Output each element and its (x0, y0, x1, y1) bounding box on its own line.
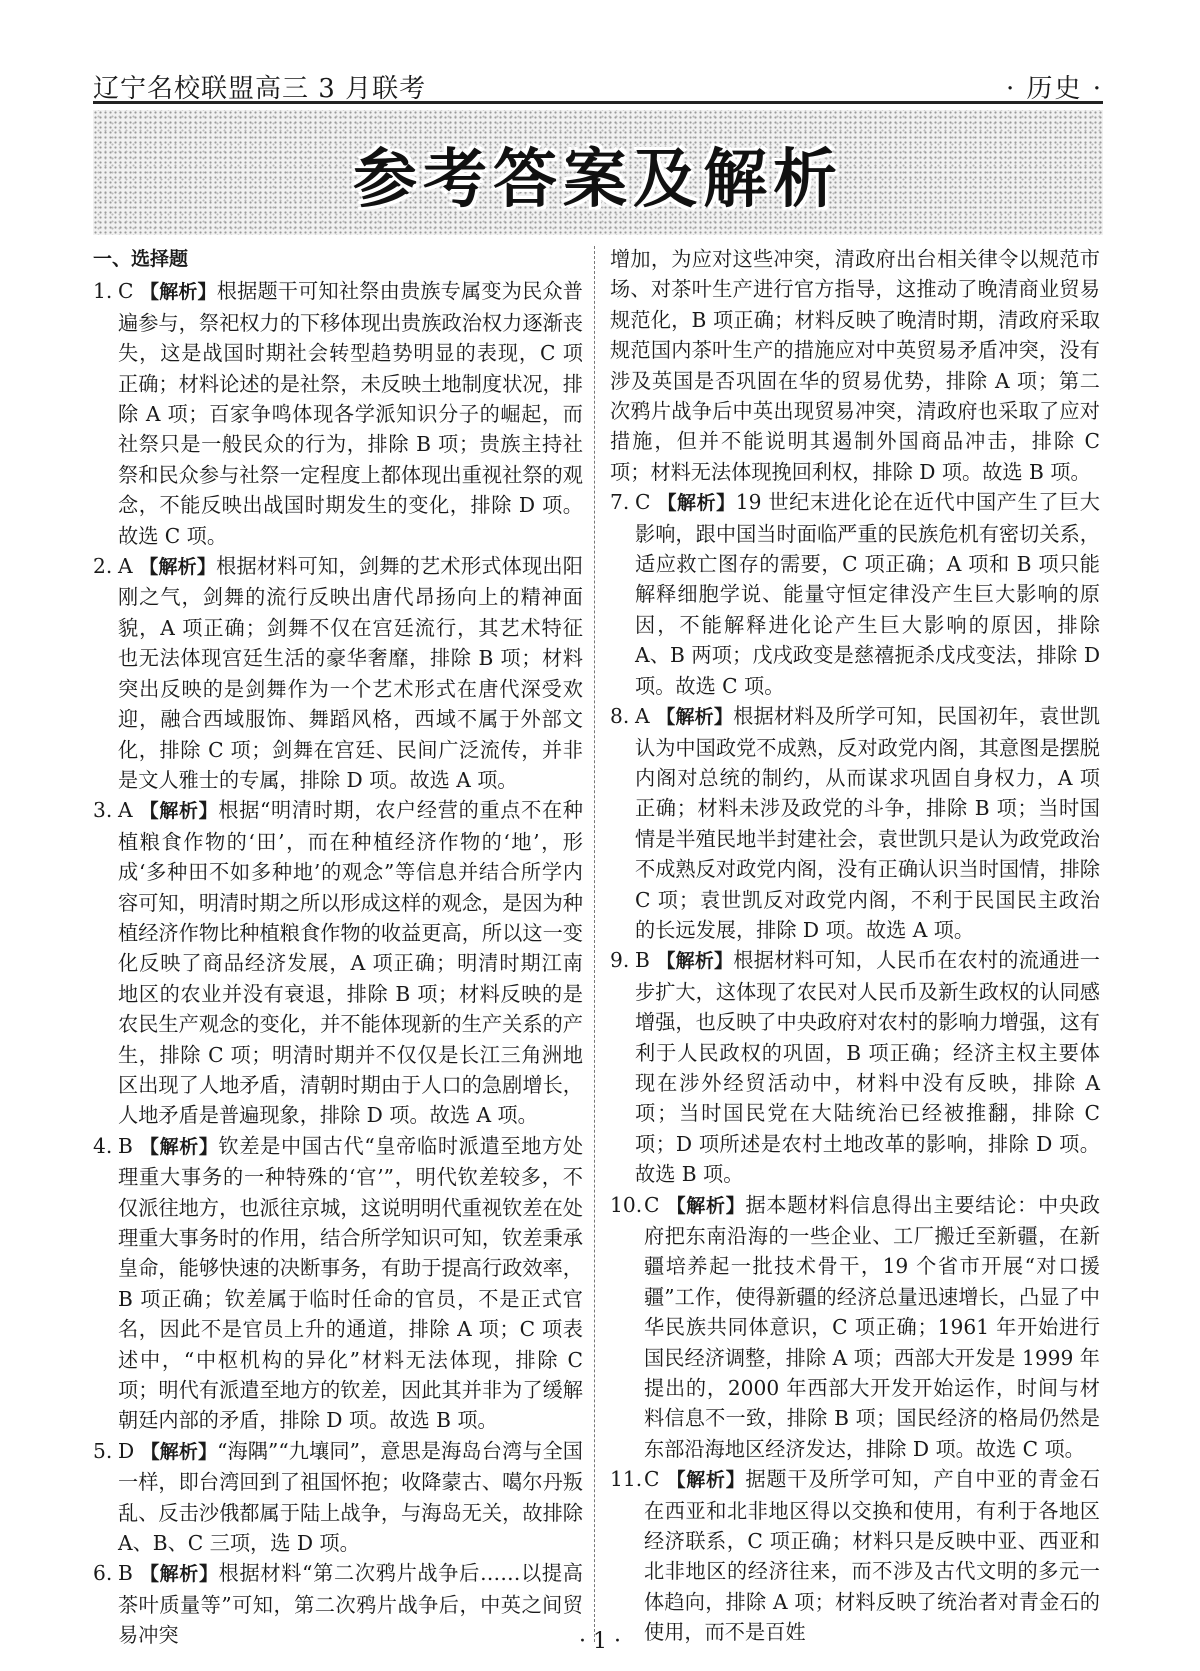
section-heading: 一、选择题 (93, 248, 189, 270)
answer-letter: A (118, 554, 133, 579)
left-column (93, 244, 583, 1651)
title-banner (93, 110, 1103, 235)
answer-item (610, 487, 1100, 701)
item-number: 8. (610, 704, 630, 729)
answer-letter: C (635, 490, 651, 515)
item-number: 2. (93, 554, 113, 579)
item-number: 9. (610, 948, 630, 973)
analysis-text: 根据材料可知，人民币在农村的流通进一步扩大，这体现了农民对人民币及新生政权的认同感增强，也反映了中央政府对农村的影响力增强，这有利于人民政权的巩固，B 项正确；经济主权主要体现在涉外经贸活动中，材料中没有反映，排除 A 项；当时国民党在大陆统治已经被推翻，排除 C 项；D 项所述是农村土地改革的影响，排除 D 项。故选 B 项。 (635, 948, 1100, 1187)
analysis-text: 据本题材料信息得出主要结论：中央政府把东南沿海的一些企业、工厂搬迁至新疆，在新疆培养起一批技术骨干，19 个省市开展“对口援疆”工作，使得新疆的经济总量迅速增长，凸显了中华民族共同体意识，C 项正确；1961 年开始进行国民经济调整，排除 A 项；西部大开发是 1999 年提出的，2000 年西部大开发开始运作，时间与材料信息不一致，排除 B 项；国民经济的格局仍然是东部沿海地区经济发达，排除 D 项。故选 C 项。 (644, 1192, 1100, 1461)
analysis-text: “海隅”“九壤同”，意思是海岛台湾与全国一样，即台湾回到了祖国怀抱；收降蒙古、噶尔丹叛乱、反击沙俄都属于陆上战争，与海岛无关，故排除 A、B、C 三项，选 D 项。 (118, 1438, 583, 1556)
analysis-text: 根据材料“第二次鸦片战争后……以提高茶叶质量等”可知，第二次鸦片战争后，中英之间贸易冲突 (118, 1561, 583, 1648)
column-divider (594, 246, 595, 1642)
analysis-text: 根据材料可知，剑舞的艺术形式体现出阳刚之气，剑舞的流行反映出唐代昂扬向上的精神面貌，A 项正确；剑舞不仅在宫廷流行，其艺术特征也无法体现宫廷生活的豪华奢靡，排除 B 项；材料突出反映的是剑舞作为一个艺术形式在唐代深受欢迎，融合西域服饰、舞蹈风格，西域不属于外部文化，排除 C 项；剑舞在宫廷、民间广泛流传，并非是文人雅士的专属，排除 D 项。故选 A 项。 (118, 554, 583, 792)
analysis-tag: 【解析】 (656, 706, 734, 729)
answer-item (93, 795, 583, 1130)
answer-item (610, 701, 1100, 945)
analysis-tag: 【解析】 (140, 1440, 218, 1463)
answer-item (93, 276, 583, 551)
item-number: 7. (610, 490, 630, 515)
subject-label: · 历史 · (1005, 74, 1103, 104)
item-number: 11. (610, 1467, 643, 1492)
analysis-text: 根据“明清时期，农户经营的重点不在种植粮食作物的‘田’，而在种植经济作物的‘地’，形成‘多种田不如多种地’的观念”等信息并结合所学内容可知，明清时期之所以形成这样的观念，是因为种植经济作物比种植粮食作物的收益更高，所以这一变化反映了商品经济发展，A 项正确；明清时期江南地区的农业并没有衰退，排除 B 项；材料反映的是农民生产观念的变化，并不能体现新的生产关系的产生，排除 C 项；明清时期并不仅仅是长江三角洲地区出现了人地矛盾，清朝时期由于人口的急剧增长，人地矛盾是普遍现象，排除 D 项。故选 A 项。 (118, 798, 583, 1128)
exam-title: 辽宁名校联盟高三 3 月联考 (93, 74, 427, 104)
right-column (610, 244, 1100, 1648)
analysis-text: 根据材料及所学可知，民国初年，袁世凯认为中国政党不成熟，反对政党内阁，其意图是摆脱内阁对总统的制约，从而谋求巩固自身权力，A 项正确；材料未涉及政党的斗争，排除 B 项；当时国情是半殖民地半封建社会，袁世凯只是认为政党政治不成熟反对政党内阁，没有正确认识当时国情，排除 C 项；袁世凯反对政党内阁，不利于民国民主政治的长远发展，排除 D 项。故选 A 项。 (635, 704, 1100, 942)
analysis-text: 据题干及所学可知，产自中亚的青金石在西亚和北非地区得以交换和使用，有利于各地区经济联系，C 项正确；材料只是反映中亚、西亚和北非地区的经济往来，而不涉及古代文明的多元一体趋向，排除 A 项；材料反映了统治者对青金石的使用，而不是百姓 (644, 1467, 1100, 1645)
answer-item (93, 1131, 583, 1436)
answer-item (93, 551, 583, 795)
analysis-text: 钦差是中国古代“皇帝临时派遣至地方处理重大事务的一种特殊的‘官’”，明代钦差较多，不仅派往地方，也派往京城，这说明明代重视钦差在处理重大事务时的作用，结合所学知识可知，钦差秉承皇命，能够快速的决断事务，有助于提高行政效率，B 项正确；钦差属于临时任命的官员，不是正式官名，因此不是官员上升的通道，排除 A 项；C 项表述中，“中枢机构的异化”材料无法体现，排除 C 项；明代有派遣至地方的钦差，因此其并非为了缓解朝廷内部的矛盾，排除 D 项。故选 B 项。 (118, 1133, 584, 1433)
answer-letter: C (644, 1192, 660, 1217)
answer-item (93, 1436, 583, 1559)
analysis-tag: 【解析】 (656, 950, 734, 973)
page-number: · 1 · (579, 1629, 621, 1654)
page-header (93, 62, 1103, 102)
analysis-text: 19 世纪末进化论在近代中国产生了巨大影响，跟中国当时面临严重的民族危机有密切关系，适应救亡图存的需要，C 项正确；A 项和 B 项只能解释细胞学说、能量守恒定律没产生巨大影响的原因，不能解释进化论产生巨大影响的原因，排除 A、B 两项；戊戌政变是慈禧扼杀戊戌变法，排除 D 项。故选 C 项。 (635, 490, 1100, 698)
analysis-tag: 【解析】 (139, 556, 217, 579)
answer-item (610, 1464, 1100, 1647)
analysis-tag: 【解析】 (139, 800, 219, 823)
item-number: 6. (93, 1561, 113, 1586)
item-number: 4. (93, 1133, 113, 1158)
answer-letter: C (644, 1467, 660, 1492)
answer-item (610, 945, 1100, 1189)
answer-letter: B (118, 1561, 133, 1586)
answer-letter: B (635, 948, 650, 973)
header-rule (93, 101, 1103, 104)
answer-letter: A (635, 704, 650, 729)
analysis-text: 根据题干可知社祭由贵族专属变为民众普遍参与，祭祀权力的下移体现出贵族政治权力逐渐丧失，这是战国时期社会转型趋势明显的表现，C 项正确；材料论述的是社祭，未反映土地制度状况，排除 A 项；百家争鸣体现各学派知识分子的崛起，而社祭只是一般民众的行为，排除 B 项；贵族主持社祭和民众参与社祭一定程度上都体现出重视社祭的观念，不能反映出战国时期发生的变化，排除 D 项。故选 C 项。 (118, 279, 583, 548)
item-number: 5. (93, 1438, 113, 1463)
answer-letter: C (118, 279, 134, 304)
answer-item (610, 1190, 1100, 1465)
analysis-tag: 【解析】 (139, 1135, 219, 1158)
analysis-tag: 【解析】 (666, 1469, 746, 1492)
item-number: 1. (93, 279, 113, 304)
analysis-tag: 【解析】 (140, 281, 217, 304)
continued-text: 增加，为应对这些冲突，清政府出台相关律令以规范市场、对茶叶生产进行官方指导，这推动了晚清商业贸易规范化，B 项正确；材料反映了晚清时期，清政府采取规范国内茶叶生产的措施应对中英贸易矛盾冲突，没有涉及英国是否巩固在华的贸易优势，排除 A 项；第二次鸦片战争后中英出现贸易冲突，清政府也采取了应对措施，但并不能说明其遏制外国商品冲击，排除 C 项；材料无法体现挽回利权，排除 D 项。故选 B 项。 (610, 247, 1100, 484)
answer-letter: D (118, 1438, 135, 1463)
item-number: 10. (610, 1192, 643, 1217)
answer-letter: B (118, 1133, 133, 1158)
analysis-tag: 【解析】 (666, 1194, 746, 1217)
item-number: 3. (93, 798, 113, 823)
answer-letter: A (118, 798, 133, 823)
banner-title: 参考答案及解析 (353, 143, 843, 217)
analysis-tag: 【解析】 (139, 1563, 219, 1586)
analysis-tag: 【解析】 (657, 492, 736, 515)
